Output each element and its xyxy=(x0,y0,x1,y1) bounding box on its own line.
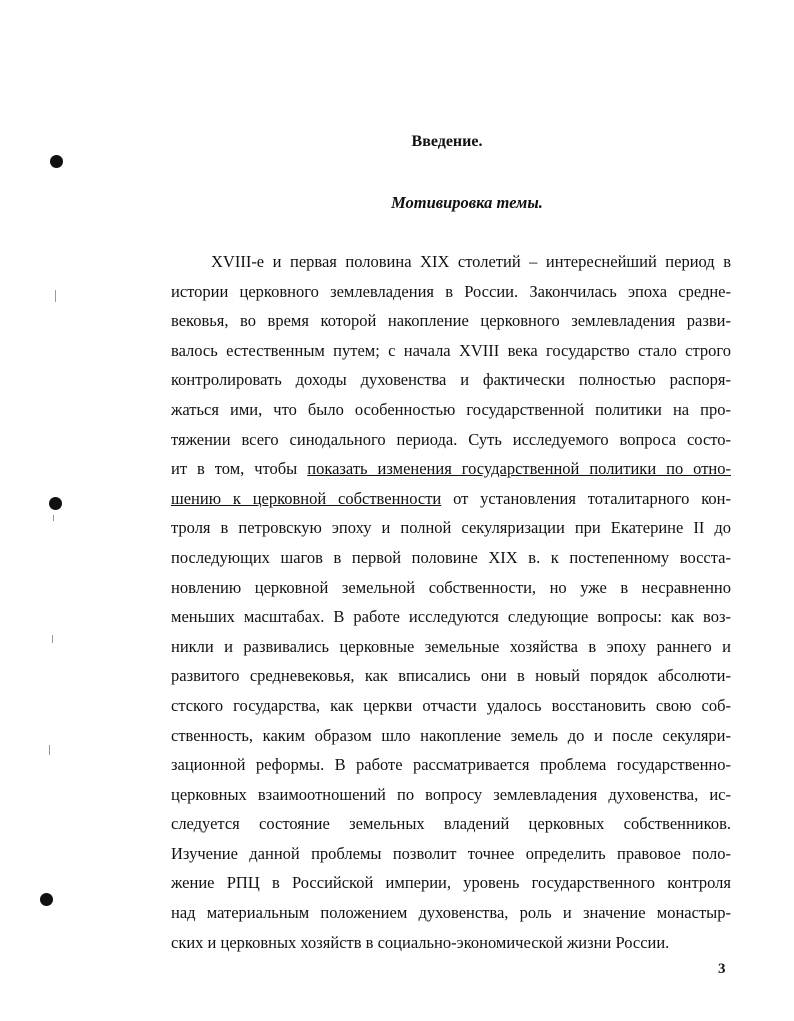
text-line: XVIII-е и первая половина XIX столетий – интереснейший период в xyxy=(211,252,731,271)
text-line: следуется состояние земельных владений церковных собственников. xyxy=(171,814,731,834)
underlined-text: показать изменения государственной политики по отно- xyxy=(307,459,731,479)
body-paragraph xyxy=(171,247,731,957)
text-line: церковных взаимоотношений по вопросу землевладения духовенства, ис- xyxy=(171,784,731,804)
scan-speck xyxy=(55,290,56,302)
text-line: вековья, во время которой накопление церковного землевладения разви- xyxy=(171,311,731,331)
text-line: троля в петровскую эпоху и полной секуляризации при Екатерине II до xyxy=(171,518,731,538)
text-line: новлению церковной земельной собственности, но уже в несравненно xyxy=(171,577,731,597)
text-line: валось естественным путем; с начала XVIII века государство стало строго xyxy=(171,340,731,360)
text-line: развитого средневековья, как вписались они в новый порядок абсолюти- xyxy=(171,666,731,686)
text-line: истории церковного землевладения в России. Закончилась эпоха средне- xyxy=(171,281,731,301)
text-line: зационной реформы. В работе рассматривается проблема государственно- xyxy=(171,755,731,775)
text-line: контролировать доходы духовенства и фактически полностью распоря- xyxy=(171,370,731,390)
text-line: жаться ими, что было особенностью государственной политики на про- xyxy=(171,399,731,419)
text-line: никли и развивались церковные земельные хозяйства в эпоху раннего и xyxy=(171,636,731,656)
page-subheading: Мотивировка темы. xyxy=(391,193,543,212)
text-line xyxy=(171,454,731,484)
punch-hole-top xyxy=(50,155,63,168)
text-segment: ит в том, чтобы xyxy=(171,459,308,479)
text-segment: от установления тоталитарного кон- xyxy=(441,488,731,508)
page-heading: Введение. xyxy=(411,133,483,150)
punch-hole-bottom xyxy=(40,893,53,906)
scan-speck xyxy=(49,745,50,755)
text-line: стского государства, как церкви отчасти удалось восстановить свою соб- xyxy=(171,695,731,715)
text-line: меньших масштабах. В работе исследуются следующие вопросы: как воз- xyxy=(171,607,731,627)
punch-hole-middle xyxy=(49,497,62,510)
text-line: последующих шагов в первой половине XIX в. к постепенному восста- xyxy=(171,547,731,567)
scan-speck xyxy=(52,635,53,643)
scan-speck xyxy=(53,515,54,521)
page-number: 3 xyxy=(718,961,726,977)
underlined-text: шению к церковной собственности xyxy=(171,488,442,508)
text-line: над материальным положением духовенства, роль и значение монастыр- xyxy=(171,903,731,923)
text-line: Изучение данной проблемы позволит точнее определить правовое поло- xyxy=(171,843,731,863)
text-line: ственность, каким образом шло накопление земель до и после секуляри- xyxy=(171,725,731,745)
text-line xyxy=(171,484,731,514)
text-line: тяжении всего синодального периода. Суть исследуемого вопроса состо- xyxy=(171,429,731,449)
text-line: жение РПЦ в Российской империи, уровень государственного контроля xyxy=(171,873,731,893)
text-line: ских и церковных хозяйств в социально-экономической жизни России. xyxy=(171,932,670,952)
